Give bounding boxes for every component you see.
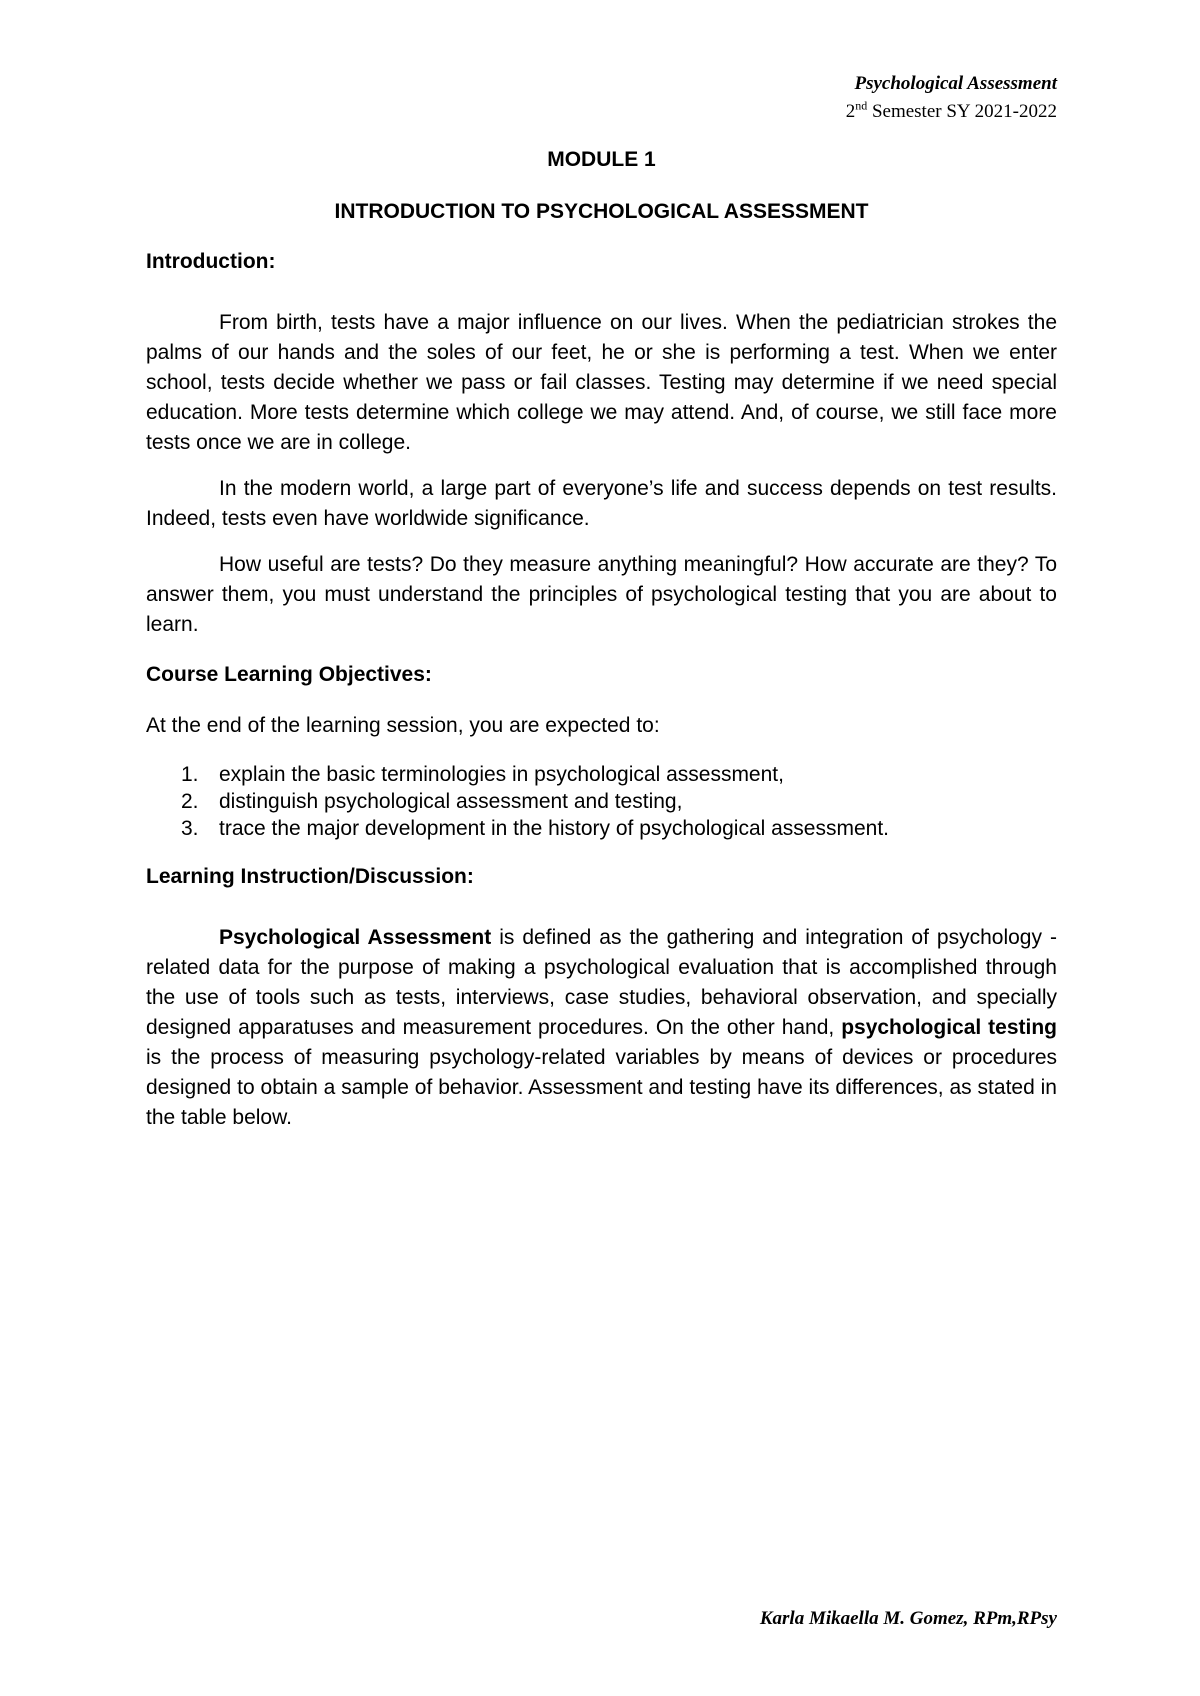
document-body [146,145,1057,1133]
objective-number: 3. [181,817,199,840]
header-semester-ordinal: 2 [845,101,856,122]
discussion-text-2: is the process of measuring psychology-related variables by means of devices or procedures designed to obtain a sample of behavior. Assessment and testing have its differences, as stated in the table below. [146,1046,1057,1129]
module-number: MODULE 1 [547,148,656,171]
introduction-paragraph-1: From birth, tests have a major influence on our lives. When the pediatrician strokes the palms of our hands and the soles of our feet, he or she is performing a test. When we enter school, tests decide whether we pass or fail classes. Testing may determine if we need special education. More tests determine which college we may attend. And, of course, we still face more tests once we are in college. [146,311,1057,454]
objective-number: 1. [181,763,199,786]
term-psychological-testing: psychological testing [841,1016,1057,1039]
objectives-list [146,761,1057,842]
objective-text: explain the basic terminologies in psychological assessment, [219,763,784,786]
module-title: INTRODUCTION TO PSYCHOLOGICAL ASSESSMENT [334,200,869,223]
header-semester-text: Semester SY 2021-2022 [867,101,1057,122]
introduction-paragraph-2: In the modern world, a large part of everyone’s life and success depends on test results. Indeed, tests even have worldwide significance. [146,477,1057,530]
objective-number: 2. [181,790,199,813]
term-psychological-assessment: Psychological Assessment [219,926,492,949]
discussion-paragraph [146,923,1057,1133]
introduction-paragraph-3: How useful are tests? Do they measure anything meaningful? How accurate are they? To answer them, you must understand the principles of psychological testing that you are about to learn. [146,553,1057,636]
discussion-heading: Learning Instruction/Discussion: [146,865,474,888]
list-item [146,788,1057,815]
objective-text: trace the major development in the history of psychological assessment. [219,817,890,840]
page-footer-author: Karla Mikaella M. Gomez, RPm,RPsy [759,1608,1057,1629]
list-item [146,815,1057,842]
list-item [146,761,1057,788]
page-header [846,70,1057,126]
header-semester [846,98,1057,126]
objective-text: distinguish psychological assessment and testing, [219,790,683,813]
objectives-lead: At the end of the learning session, you are expected to: [146,714,660,737]
objectives-heading: Course Learning Objectives: [146,663,432,686]
header-semester-ordinal-suffix: nd [855,98,868,113]
header-course-title: Psychological Assessment [854,73,1057,94]
introduction-heading: Introduction: [146,250,276,273]
discussion-text-1: is defined as the gathering and integration of psychology - related data for the purpose of making a psychological evaluation that is accomplished through the use of tools such as tests, interviews, case studies, behavioral observation, and specially designed apparatuses and measurement procedures. On the other hand, [146,926,1057,1039]
